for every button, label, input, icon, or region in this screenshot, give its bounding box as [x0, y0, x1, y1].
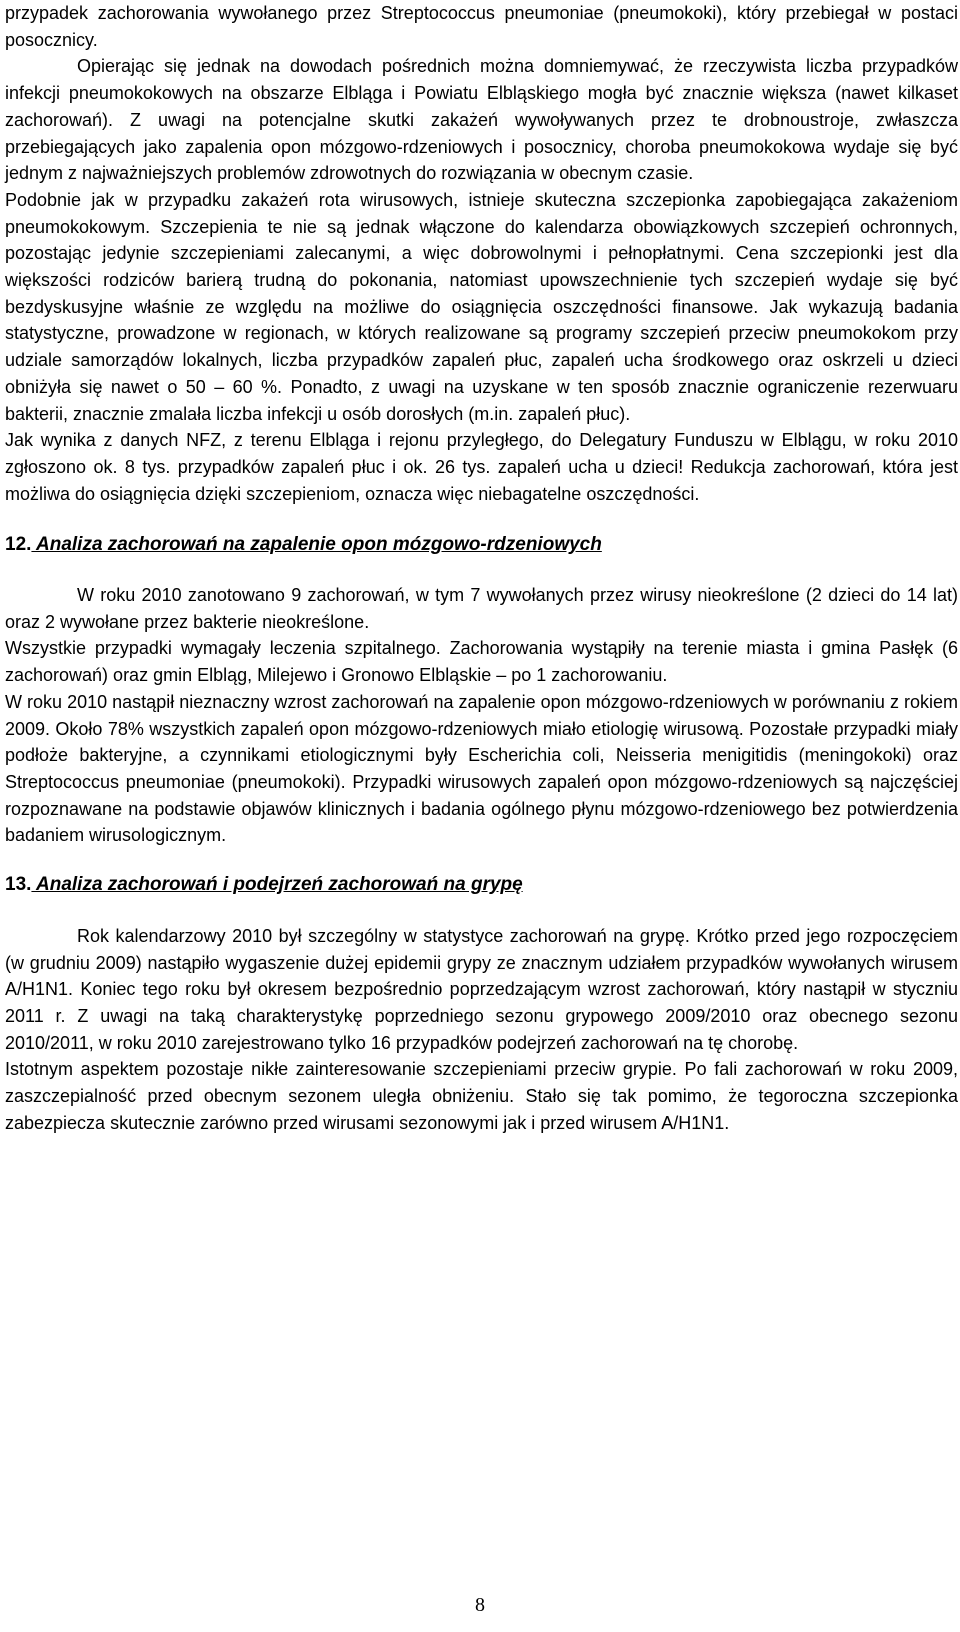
section-13-number: 13. — [5, 874, 32, 896]
section-12-heading — [5, 532, 958, 559]
section-12-title: Analiza zachorowań na zapalenie opon mózgowo-rdzeniowych — [31, 534, 602, 556]
section-13-title: Analiza zachorowań i podejrzeń zachorowań na grypę — [31, 874, 523, 896]
section-13-paragraph-1: Rok kalendarzowy 2010 był szczególny w statystyce zachorowań na grypę. Krótko przed jego rozpoczęciem (w grudniu 2009) nastąpiło wygaszenie dużej epidemii grypy ze znacznym udziałem przypadków wywołanych wirusem A/H1N1. Koniec tego roku był okresem bezpośrednio poprzedzającym wzrost zachorowań, który nastąpił w styczniu 2011 r. Z uwagi na taką charakterystykę poprzedniego sezonu grypowego 2009/2010 oraz obecnego sezonu 2010/2011, w roku 2010 zarejestrowano tylko 16 przypadków podejrzeń zachorowań na tę chorobę. — [5, 925, 958, 1053]
section-12-paragraph-3: W roku 2010 nastąpił nieznaczny wzrost zachorowań na zapalenie opon mózgowo-rdzeniowych w porównaniu z rokiem 2009. Około 78% wszystkich zapaleń opon mózgowo-rdzeniowych miało etiologię wirusową. Pozostałe przypadki miały podłoże bakteryjne, a czynnikami etiologicznymi były Escherichia coli, Neisseria menigitidis (meningokoki) oraz Streptococcus pneumoniae (pneumokoki). Przypadki wirusowych zapaleń opon mózgowo-rdzeniowych są najczęściej rozpoznawane na podstawie objawów klinicznych i badania ogólnego płynu mózgowo-rdzeniowego bez potwierdzenia badaniem wirusologicznym. — [5, 691, 958, 846]
document-page — [5, 0, 958, 1136]
section-13-paragraph-2: Istotnym aspektem pozostaje nikłe zainteresowanie szczepieniami przeciw grypie. Po fali zachorowań w roku 2009, zaszczepialność przed obecnym sezonem uległa obniżeniu. Stało się tak pomimo, że tegoroczna szczepionka zabezpiecza skutecznie zarówno przed wirusami sezonowymi jak i przed wirusem A/H1N1. — [5, 1059, 958, 1133]
section-12-number: 12. — [5, 534, 32, 556]
paragraph-continuation: przypadek zachorowania wywołanego przez Streptococcus pneumoniae (pneumokoki), który przebiegał w postaci posocznicy. — [5, 3, 958, 50]
section-12-paragraph-2: Wszystkie przypadki wymagały leczenia szpitalnego. Zachorowania wystąpiły na terenie miasta i gmina Pasłęk (6 zachorowań) oraz gmin Elbląg, Milejewo i Gronowo Elbląskie – po 1 zachorowaniu. — [5, 638, 958, 686]
page-number: 8 — [475, 1594, 485, 1616]
paragraph-vaccine: Podobnie jak w przypadku zakażeń rota wirusowych, istnieje skuteczna szczepionka zapobiegająca zakażeniom pneumokokowym. Szczepienia te nie są jednak włączone do kalendarza obowiązkowych szczepień ochronnych, pozostając jedynie szczepieniami zalecanymi, a więc dobrowolnymi i pełnopłatnymi. Cena szczepionki jest dla większości rodziców barierą trudną do pokonania, natomiast upowszechnienie tych szczepień wydaje się być bezdyskusyjne właśnie ze względu na możliwe do osiągnięcia oszczędności finansowe. Jak wykazują badania statystyczne, prowadzone w regionach, w których realizowane są programy szczepień przeciw pneumokokom przy udziale samorządów lokalnych, liczba przypadków zapaleń płuc, zapaleń ucha środkowego oraz oskrzeli u dzieci obniżyła się nawet o 50 – 60 %. Ponadto, z uwagi na uzyskane w ten sposób znacznie ograniczenie rezerwuaru bakterii, znacznie zmalała liczba infekcji u osób dorosłych (m.in. zapaleń płuc). — [5, 189, 958, 424]
paragraph-indirect-evidence: Opierając się jednak na dowodach pośrednich można domniemywać, że rzeczywista liczba przypadków infekcji pneumokokowych na obszarze Elbląga i Powiatu Elbląskiego mogła być znacznie większa (nawet kilkaset zachorowań). Z uwagi na potencjalne skutki zakażeń wywoływanych przez te drobnoustroje, zwłaszcza przebiegających jako zapalenia opon mózgowo-rdzeniowych i posocznicy, choroba pneumokokowa wydaje się być jednym z najważniejszych problemów zdrowotnych do rozwiązania w obecnym czasie. — [5, 56, 958, 184]
section-13-heading — [5, 872, 958, 899]
section-12-paragraph-1: W roku 2010 zanotowano 9 zachorowań, w tym 7 wywołanych przez wirusy nieokreślone (2 dzieci do 14 lat) oraz 2 wywołane przez bakterie nieokreślone. — [5, 585, 958, 632]
paragraph-nfz-data: Jak wynika z danych NFZ, z terenu Elbląga i rejonu przyległego, do Delegatury Funduszu w Elblągu, w roku 2010 zgłoszono ok. 8 tys. przypadków zapaleń płuc i ok. 26 tys. zapaleń ucha u dzieci! Redukcja zachorowań, która jest możliwa do osiągnięcia dzięki szczepieniom, oznacza więc niebagatelne oszczędności. — [5, 430, 958, 504]
